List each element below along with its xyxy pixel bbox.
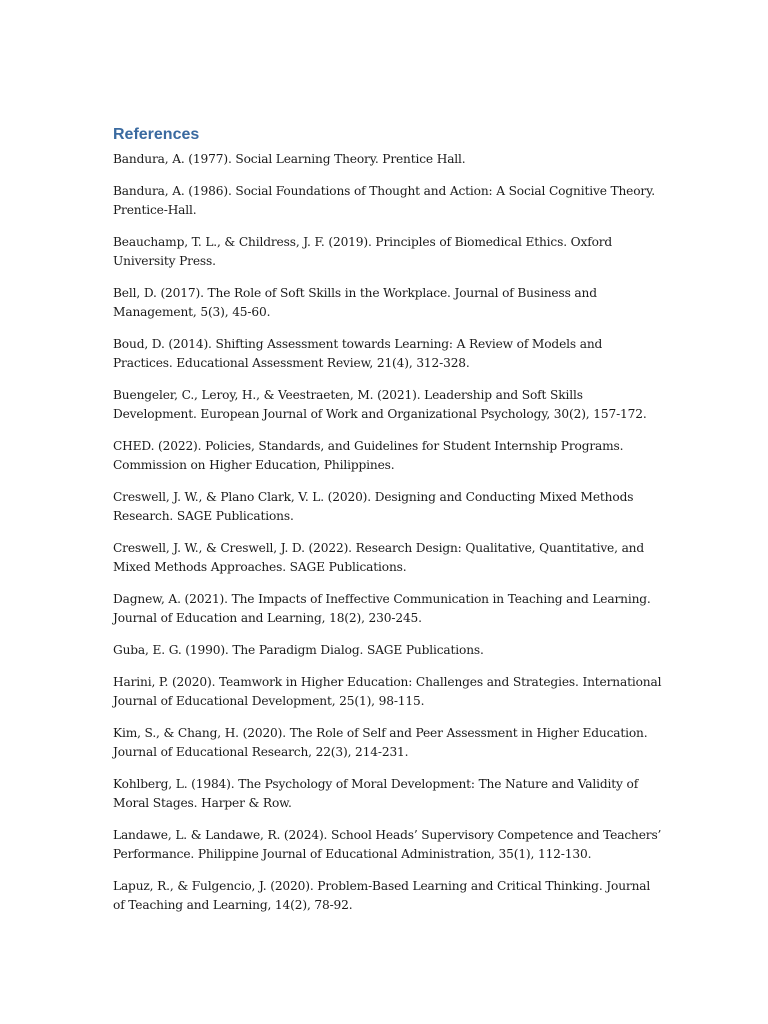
reference-entry: Bandura, A. (1986). Social Foundations of Thought and Action: A Social Cognitive Theory. Prentice-Hall.	[113, 183, 655, 217]
reference-entry: Landawe, L. & Landawe, R. (2024). School Heads’ Supervisory Competence and Teachers’ Performance. Philippine Journal of Educational Administration, 35(1), 112-130.	[113, 827, 662, 861]
reference-entry: Creswell, J. W., & Creswell, J. D. (2022). Research Design: Qualitative, Quantitative, and Mixed Methods Approaches. SAGE Publications.	[113, 540, 645, 574]
reference-entry: Bandura, A. (1977). Social Learning Theory. Prentice Hall.	[113, 152, 466, 166]
reference-entry: Buengeler, C., Leroy, H., & Veestraeten, M. (2021). Leadership and Soft Skills Development. European Journal of Work and Organizational Psychology, 30(2), 157-172.	[113, 387, 647, 421]
reference-entry: CHED. (2022). Policies, Standards, and Guidelines for Student Internship Programs. Commission on Higher Education, Philippines.	[113, 438, 624, 472]
reference-entry: Harini, P. (2020). Teamwork in Higher Education: Challenges and Strategies. International Journal of Educational Development, 25(1), 98-115.	[113, 674, 662, 708]
reference-entry: Lapuz, R., & Fulgencio, J. (2020). Problem-Based Learning and Critical Thinking. Journal of Teaching and Learning, 14(2), 78-92.	[113, 878, 651, 912]
reference-entry: Dagnew, A. (2021). The Impacts of Ineffective Communication in Teaching and Learning. Journal of Education and Learning, 18(2), 230-245.	[113, 591, 651, 625]
reference-entry: Guba, E. G. (1990). The Paradigm Dialog. SAGE Publications.	[113, 642, 484, 657]
references-heading: References	[113, 126, 200, 143]
reference-entry: Boud, D. (2014). Shifting Assessment towards Learning: A Review of Models and Practices. Educational Assessment Review, 21(4), 312-328.	[113, 336, 603, 370]
reference-entry: Beauchamp, T. L., & Childress, J. F. (2019). Principles of Biomedical Ethics. Oxford University Press.	[113, 234, 613, 268]
reference-list	[113, 150, 663, 915]
reference-entry: Kohlberg, L. (1984). The Psychology of Moral Development: The Nature and Validity of Moral Stages. Harper & Row.	[113, 776, 639, 810]
reference-entry: Creswell, J. W., & Plano Clark, V. L. (2020). Designing and Conducting Mixed Methods Research. SAGE Publications.	[113, 489, 634, 523]
document-page	[113, 124, 663, 928]
reference-entry: Kim, S., & Chang, H. (2020). The Role of Self and Peer Assessment in Higher Education. Journal of Educational Research, 22(3), 214-231.	[113, 725, 648, 759]
reference-entry: Bell, D. (2017). The Role of Soft Skills in the Workplace. Journal of Business and Management, 5(3), 45-60.	[113, 285, 597, 319]
